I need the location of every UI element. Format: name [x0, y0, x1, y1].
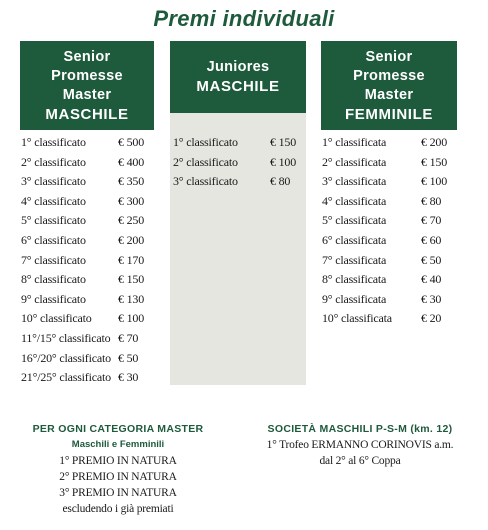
place-label: 11°/15° classificato [21, 330, 111, 345]
prize-amount: € 200 [118, 232, 145, 247]
prize-amount: € 70 [421, 213, 442, 228]
prize-row [321, 233, 457, 253]
place-label: 4° classificata [322, 193, 387, 208]
prize-amount: € 400 [118, 154, 145, 169]
master-heading: PER OGNI CATEGORIA MASTER [32, 423, 204, 435]
prize-amount: € 170 [118, 252, 145, 267]
prize-amount: € 100 [421, 174, 448, 189]
header-line: Master [364, 86, 414, 103]
prize-amount: € 300 [118, 193, 145, 208]
place-label: 16°/20° classificato [21, 350, 111, 365]
team-prize-line: 1° Trofeo ERMANNO CORINOVIS a.m. [266, 439, 454, 451]
place-label: 9° classificato [21, 291, 86, 306]
master-subheading: Maschili e Femminili [71, 439, 165, 450]
prize-row [20, 213, 154, 233]
place-label: 1° classificata [322, 135, 387, 149]
prize-amount: € 40 [421, 272, 442, 287]
prize-row [20, 370, 154, 390]
prize-amount: € 100 [118, 311, 145, 326]
prize-row [321, 174, 457, 194]
master-prize-line: 3° PREMIO IN NATURA [59, 487, 177, 499]
prize-row [170, 155, 306, 175]
prize-row [20, 272, 154, 292]
prize-row [321, 253, 457, 273]
column-header [20, 41, 154, 130]
place-label: 1° classificato [173, 135, 238, 149]
prize-row [20, 174, 154, 194]
master-category-prizes [18, 422, 218, 517]
prize-amount: € 80 [270, 174, 291, 189]
prize-amount: € 150 [118, 272, 145, 287]
prize-list [321, 135, 457, 331]
prize-row [321, 155, 457, 175]
prize-row [20, 155, 154, 175]
prize-amount: € 20 [421, 311, 442, 326]
header-line: Promesse [353, 67, 425, 84]
place-label: 1° classificato [21, 135, 86, 149]
prize-list [170, 135, 306, 194]
prize-amount: € 50 [421, 252, 442, 267]
prize-row [321, 292, 457, 312]
prize-amount: € 50 [118, 350, 139, 365]
column-header [321, 41, 457, 130]
master-prize-line: 2° PREMIO IN NATURA [59, 471, 177, 483]
prize-row [321, 213, 457, 233]
place-label: 8° classificato [21, 272, 86, 287]
prize-amount: € 200 [421, 135, 448, 149]
prize-amount: € 30 [421, 291, 442, 306]
place-label: 6° classificata [322, 232, 387, 247]
prize-row [170, 135, 306, 155]
place-label: 2° classificato [173, 154, 238, 169]
place-label: 7° classificata [322, 252, 387, 267]
prize-row [20, 292, 154, 312]
place-label: 3° classificato [21, 174, 86, 189]
prize-row [20, 135, 154, 155]
prize-row [20, 233, 154, 253]
prize-row [20, 331, 154, 351]
prize-row [20, 253, 154, 273]
prize-amount: € 80 [421, 193, 442, 208]
prize-row [170, 174, 306, 194]
master-prize-line: 1° PREMIO IN NATURA [59, 455, 177, 467]
place-label: 3° classificato [173, 174, 238, 189]
prize-row [321, 135, 457, 155]
place-label: 8° classificata [322, 272, 387, 287]
header-line: Senior [365, 48, 413, 65]
prize-row [20, 194, 154, 214]
prize-list [20, 135, 154, 390]
prize-row [20, 311, 154, 331]
place-label: 9° classificata [322, 291, 387, 306]
place-label: 5° classificato [21, 213, 86, 228]
prize-row [321, 194, 457, 214]
prize-amount: € 150 [270, 135, 297, 149]
page-title: Premi individuali [153, 6, 335, 31]
prize-row [321, 311, 457, 331]
team-heading: SOCIETÀ MASCHILI P-S-M (km. 12) [267, 423, 453, 435]
prize-amount: € 150 [421, 154, 448, 169]
place-label: 21°/25° classificato [21, 370, 111, 385]
header-line: Master [62, 86, 112, 103]
place-label: 10° classificato [21, 311, 92, 326]
place-label: 5° classificata [322, 213, 387, 228]
column-header [170, 41, 306, 113]
place-label: 4° classificato [21, 193, 86, 208]
prize-row [321, 272, 457, 292]
header-line: FEMMINILE [345, 105, 433, 123]
header-line: Promesse [51, 67, 123, 84]
prize-amount: € 250 [118, 213, 145, 228]
prize-amount: € 100 [270, 154, 297, 169]
master-prize-note: escludendo i già premiati [62, 503, 174, 515]
header-line: Juniores [206, 59, 270, 75]
column-senior-maschile [20, 41, 154, 390]
prize-amount: € 30 [118, 370, 139, 385]
team-prizes [246, 422, 474, 469]
prize-row [20, 351, 154, 371]
place-label: 6° classificato [21, 232, 86, 247]
prize-amount: € 350 [118, 174, 145, 189]
column-senior-femminile [321, 41, 457, 331]
prize-amount: € 60 [421, 232, 442, 247]
prize-amount: € 70 [118, 330, 139, 345]
header-line: MASCHILE [196, 78, 280, 95]
header-line: MASCHILE [45, 105, 129, 123]
place-label: 2° classificato [21, 154, 86, 169]
column-juniores-maschile [170, 41, 306, 194]
place-label: 10° classificata [322, 311, 392, 326]
header-line: Senior [63, 48, 111, 65]
prize-amount: € 500 [118, 135, 145, 149]
place-label: 7° classificato [21, 252, 86, 267]
prize-amount: € 130 [118, 291, 145, 306]
place-label: 2° classificata [322, 154, 387, 169]
team-prize-line: dal 2° al 6° Coppa [319, 455, 401, 467]
place-label: 3° classificata [322, 174, 387, 189]
